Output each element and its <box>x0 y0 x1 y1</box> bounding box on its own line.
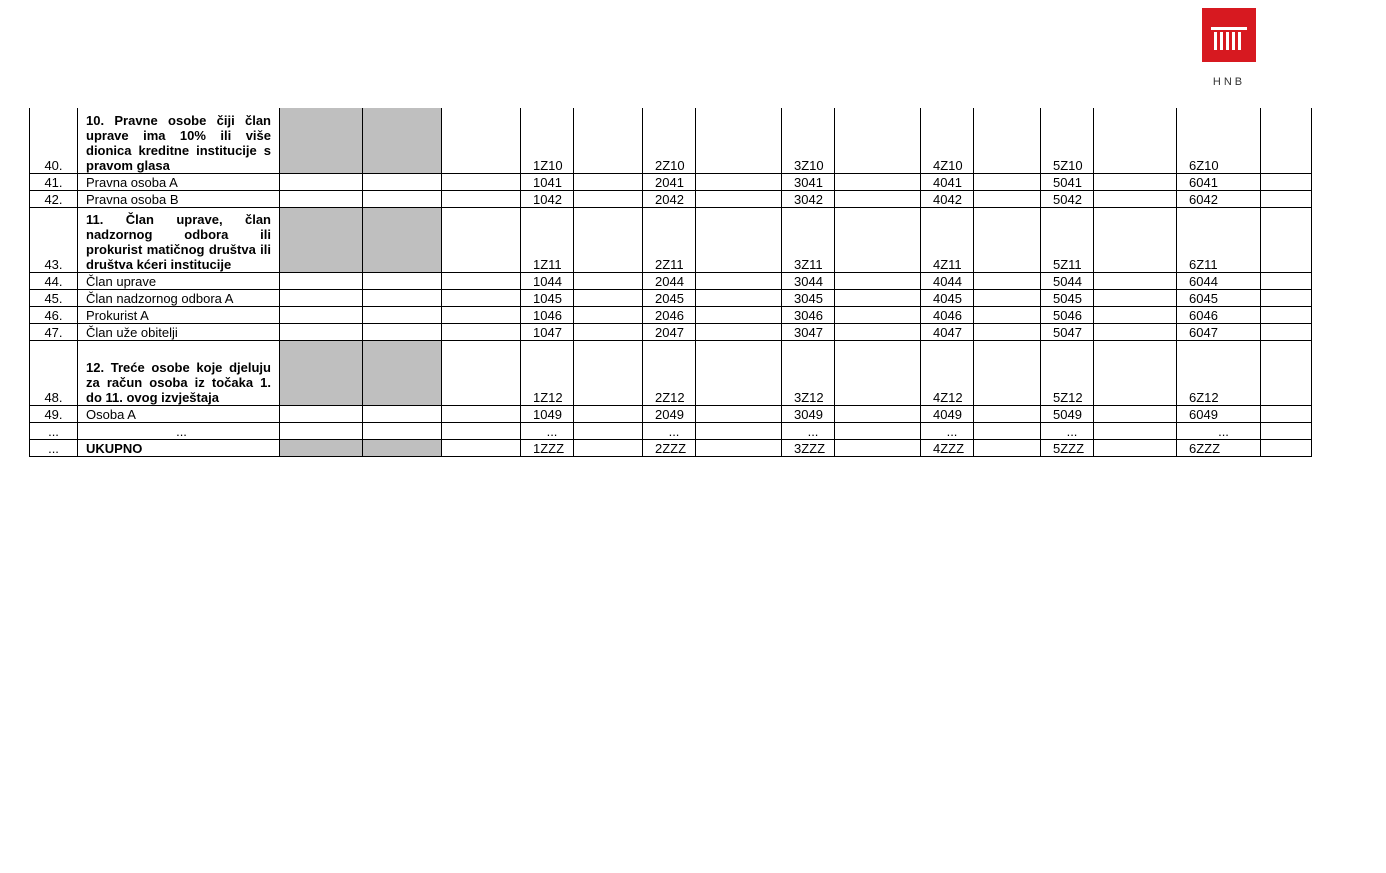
value-cell <box>1261 289 1312 306</box>
value-cell <box>974 108 1041 173</box>
code-cell: 5042 <box>1041 190 1094 207</box>
value-cell <box>835 323 921 340</box>
code-cell: 5ZZZ <box>1041 439 1094 456</box>
value-cell <box>442 108 521 173</box>
row-number: 49. <box>30 405 78 422</box>
row-label: Pravna osoba B <box>78 190 280 207</box>
row-label: ... <box>78 422 280 439</box>
value-cell <box>696 272 782 289</box>
value-cell <box>363 272 442 289</box>
value-cell <box>974 272 1041 289</box>
code-cell: ... <box>521 422 574 439</box>
value-cell <box>442 173 521 190</box>
code-cell: 3045 <box>782 289 835 306</box>
logo-text: HNB <box>1212 76 1246 88</box>
code-cell: 5047 <box>1041 323 1094 340</box>
code-cell: 4046 <box>921 306 974 323</box>
table-row <box>30 306 1312 323</box>
code-cell: 5Z12 <box>1041 340 1094 405</box>
value-cell <box>696 306 782 323</box>
row-label: 10. Pravne osobe čiji član uprave ima 10% ili više dionica kreditne institucije s pravom glasa <box>78 108 280 173</box>
code-cell: 2042 <box>643 190 696 207</box>
code-cell: 4044 <box>921 272 974 289</box>
value-cell <box>1261 439 1312 456</box>
value-cell <box>574 173 643 190</box>
row-label: Član nadzornog odbora A <box>78 289 280 306</box>
code-cell: 6Z12 <box>1177 340 1261 405</box>
code-cell: 2044 <box>643 272 696 289</box>
value-cell <box>974 340 1041 405</box>
value-cell <box>1261 422 1312 439</box>
value-cell <box>1261 108 1312 173</box>
value-cell <box>574 272 643 289</box>
value-cell <box>1094 323 1177 340</box>
code-cell: 6042 <box>1177 190 1261 207</box>
table-row <box>30 272 1312 289</box>
row-number: 46. <box>30 306 78 323</box>
code-cell: 1Z11 <box>521 207 574 272</box>
value-cell <box>280 190 363 207</box>
row-number: 48. <box>30 340 78 405</box>
value-cell <box>974 323 1041 340</box>
value-cell <box>574 306 643 323</box>
value-cell <box>974 207 1041 272</box>
hnb-logo <box>1202 8 1258 88</box>
row-number: ... <box>30 422 78 439</box>
row-number: 40. <box>30 108 78 173</box>
value-cell <box>363 323 442 340</box>
value-cell <box>442 207 521 272</box>
code-cell: 5045 <box>1041 289 1094 306</box>
code-cell: 3046 <box>782 306 835 323</box>
value-cell <box>280 207 363 272</box>
code-cell: 4047 <box>921 323 974 340</box>
value-cell <box>835 207 921 272</box>
value-cell <box>363 207 442 272</box>
value-cell <box>696 108 782 173</box>
value-cell <box>1261 190 1312 207</box>
value-cell <box>696 289 782 306</box>
code-cell: ... <box>1041 422 1094 439</box>
value-cell <box>442 422 521 439</box>
value-cell <box>363 108 442 173</box>
value-cell <box>1094 207 1177 272</box>
value-cell <box>574 439 643 456</box>
value-cell <box>280 340 363 405</box>
value-cell <box>280 108 363 173</box>
code-cell: 2041 <box>643 173 696 190</box>
value-cell <box>835 422 921 439</box>
table-row <box>30 190 1312 207</box>
report-body <box>30 108 1312 456</box>
row-number: 43. <box>30 207 78 272</box>
table-row <box>30 422 1312 439</box>
code-cell: 6046 <box>1177 306 1261 323</box>
table-row <box>30 323 1312 340</box>
value-cell <box>442 439 521 456</box>
value-cell <box>280 323 363 340</box>
code-cell: 5Z10 <box>1041 108 1094 173</box>
value-cell <box>835 306 921 323</box>
value-cell <box>1261 272 1312 289</box>
table-row <box>30 340 1312 405</box>
row-label: UKUPNO <box>78 439 280 456</box>
value-cell <box>1261 207 1312 272</box>
code-cell: 2049 <box>643 405 696 422</box>
value-cell <box>835 340 921 405</box>
value-cell <box>974 306 1041 323</box>
code-cell: 1Z12 <box>521 340 574 405</box>
code-cell: ... <box>782 422 835 439</box>
value-cell <box>974 190 1041 207</box>
value-cell <box>835 439 921 456</box>
row-label: Pravna osoba A <box>78 173 280 190</box>
table-row <box>30 207 1312 272</box>
table-row <box>30 108 1312 173</box>
row-number: ... <box>30 439 78 456</box>
code-cell: 4Z11 <box>921 207 974 272</box>
code-cell: 4045 <box>921 289 974 306</box>
value-cell <box>974 289 1041 306</box>
code-cell: 5041 <box>1041 173 1094 190</box>
code-cell: ... <box>1177 422 1261 439</box>
table-row <box>30 439 1312 456</box>
value-cell <box>363 190 442 207</box>
code-cell: 4041 <box>921 173 974 190</box>
row-label: 11. Član uprave, član nadzornog odbora ili prokurist matičnog društva ili društva kćeri institucije <box>78 207 280 272</box>
value-cell <box>835 289 921 306</box>
value-cell <box>574 323 643 340</box>
value-cell <box>974 422 1041 439</box>
value-cell <box>835 173 921 190</box>
code-cell: 3047 <box>782 323 835 340</box>
code-cell: 2047 <box>643 323 696 340</box>
value-cell <box>835 190 921 207</box>
value-cell <box>974 405 1041 422</box>
table-row <box>30 173 1312 190</box>
row-number: 47. <box>30 323 78 340</box>
value-cell <box>363 173 442 190</box>
value-cell <box>1261 306 1312 323</box>
code-cell: ... <box>643 422 696 439</box>
code-cell: 1045 <box>521 289 574 306</box>
code-cell: 6041 <box>1177 173 1261 190</box>
value-cell <box>363 340 442 405</box>
value-cell <box>835 405 921 422</box>
value-cell <box>1094 272 1177 289</box>
value-cell <box>363 306 442 323</box>
row-number: 42. <box>30 190 78 207</box>
value-cell <box>442 323 521 340</box>
code-cell: 4Z10 <box>921 108 974 173</box>
code-cell: 4ZZZ <box>921 439 974 456</box>
value-cell <box>574 207 643 272</box>
value-cell <box>974 173 1041 190</box>
code-cell: 5Z11 <box>1041 207 1094 272</box>
value-cell <box>442 340 521 405</box>
value-cell <box>574 340 643 405</box>
value-cell <box>696 173 782 190</box>
value-cell <box>1094 439 1177 456</box>
code-cell: 6Z11 <box>1177 207 1261 272</box>
value-cell <box>280 405 363 422</box>
value-cell <box>442 306 521 323</box>
value-cell <box>280 439 363 456</box>
row-number: 45. <box>30 289 78 306</box>
code-cell: 1049 <box>521 405 574 422</box>
value-cell <box>574 108 643 173</box>
value-cell <box>280 289 363 306</box>
value-cell <box>280 173 363 190</box>
value-cell <box>835 272 921 289</box>
row-label: Osoba A <box>78 405 280 422</box>
report-table <box>29 108 1312 457</box>
value-cell <box>1094 108 1177 173</box>
value-cell <box>696 439 782 456</box>
code-cell: 3Z10 <box>782 108 835 173</box>
code-cell: 6ZZZ <box>1177 439 1261 456</box>
code-cell: 6045 <box>1177 289 1261 306</box>
value-cell <box>1261 340 1312 405</box>
value-cell <box>363 422 442 439</box>
code-cell: 2Z12 <box>643 340 696 405</box>
row-label: Prokurist A <box>78 306 280 323</box>
code-cell: 5044 <box>1041 272 1094 289</box>
value-cell <box>574 422 643 439</box>
value-cell <box>1094 422 1177 439</box>
value-cell <box>1094 405 1177 422</box>
value-cell <box>696 340 782 405</box>
code-cell: 1ZZZ <box>521 439 574 456</box>
value-cell <box>696 405 782 422</box>
code-cell: 5046 <box>1041 306 1094 323</box>
code-cell: 3042 <box>782 190 835 207</box>
code-cell: 1047 <box>521 323 574 340</box>
code-cell: 6049 <box>1177 405 1261 422</box>
code-cell: 1046 <box>521 306 574 323</box>
code-cell: 2045 <box>643 289 696 306</box>
value-cell <box>835 108 921 173</box>
row-label: Član uprave <box>78 272 280 289</box>
code-cell: 1044 <box>521 272 574 289</box>
value-cell <box>574 190 643 207</box>
code-cell: 2046 <box>643 306 696 323</box>
row-number: 44. <box>30 272 78 289</box>
value-cell <box>1094 190 1177 207</box>
value-cell <box>696 323 782 340</box>
code-cell: 3041 <box>782 173 835 190</box>
code-cell: 3044 <box>782 272 835 289</box>
value-cell <box>363 405 442 422</box>
table-row <box>30 405 1312 422</box>
value-cell <box>1261 323 1312 340</box>
hnb-logo-icon <box>1202 8 1256 62</box>
code-cell: 3Z11 <box>782 207 835 272</box>
value-cell <box>1094 289 1177 306</box>
value-cell <box>1261 405 1312 422</box>
code-cell: 3Z12 <box>782 340 835 405</box>
code-cell: 6Z10 <box>1177 108 1261 173</box>
value-cell <box>574 405 643 422</box>
value-cell <box>1094 340 1177 405</box>
row-label: 12. Treće osobe koje djeluju za račun osoba iz točaka 1. do 11. ovog izvještaja <box>78 340 280 405</box>
code-cell: 2ZZZ <box>643 439 696 456</box>
code-cell: 4049 <box>921 405 974 422</box>
code-cell: 6047 <box>1177 323 1261 340</box>
value-cell <box>363 439 442 456</box>
code-cell: ... <box>921 422 974 439</box>
value-cell <box>696 422 782 439</box>
code-cell: 1041 <box>521 173 574 190</box>
value-cell <box>696 207 782 272</box>
code-cell: 4Z12 <box>921 340 974 405</box>
row-label: Član uže obitelji <box>78 323 280 340</box>
table-row <box>30 289 1312 306</box>
value-cell <box>280 272 363 289</box>
code-cell: 1Z10 <box>521 108 574 173</box>
code-cell: 2Z11 <box>643 207 696 272</box>
code-cell: 4042 <box>921 190 974 207</box>
value-cell <box>1261 173 1312 190</box>
value-cell <box>696 190 782 207</box>
code-cell: 5049 <box>1041 405 1094 422</box>
value-cell <box>280 422 363 439</box>
value-cell <box>442 272 521 289</box>
row-number: 41. <box>30 173 78 190</box>
code-cell: 2Z10 <box>643 108 696 173</box>
value-cell <box>974 439 1041 456</box>
code-cell: 3ZZZ <box>782 439 835 456</box>
value-cell <box>442 190 521 207</box>
code-cell: 1042 <box>521 190 574 207</box>
value-cell <box>574 289 643 306</box>
value-cell <box>280 306 363 323</box>
code-cell: 3049 <box>782 405 835 422</box>
value-cell <box>442 405 521 422</box>
value-cell <box>363 289 442 306</box>
code-cell: 6044 <box>1177 272 1261 289</box>
value-cell <box>1094 173 1177 190</box>
value-cell <box>1094 306 1177 323</box>
value-cell <box>442 289 521 306</box>
